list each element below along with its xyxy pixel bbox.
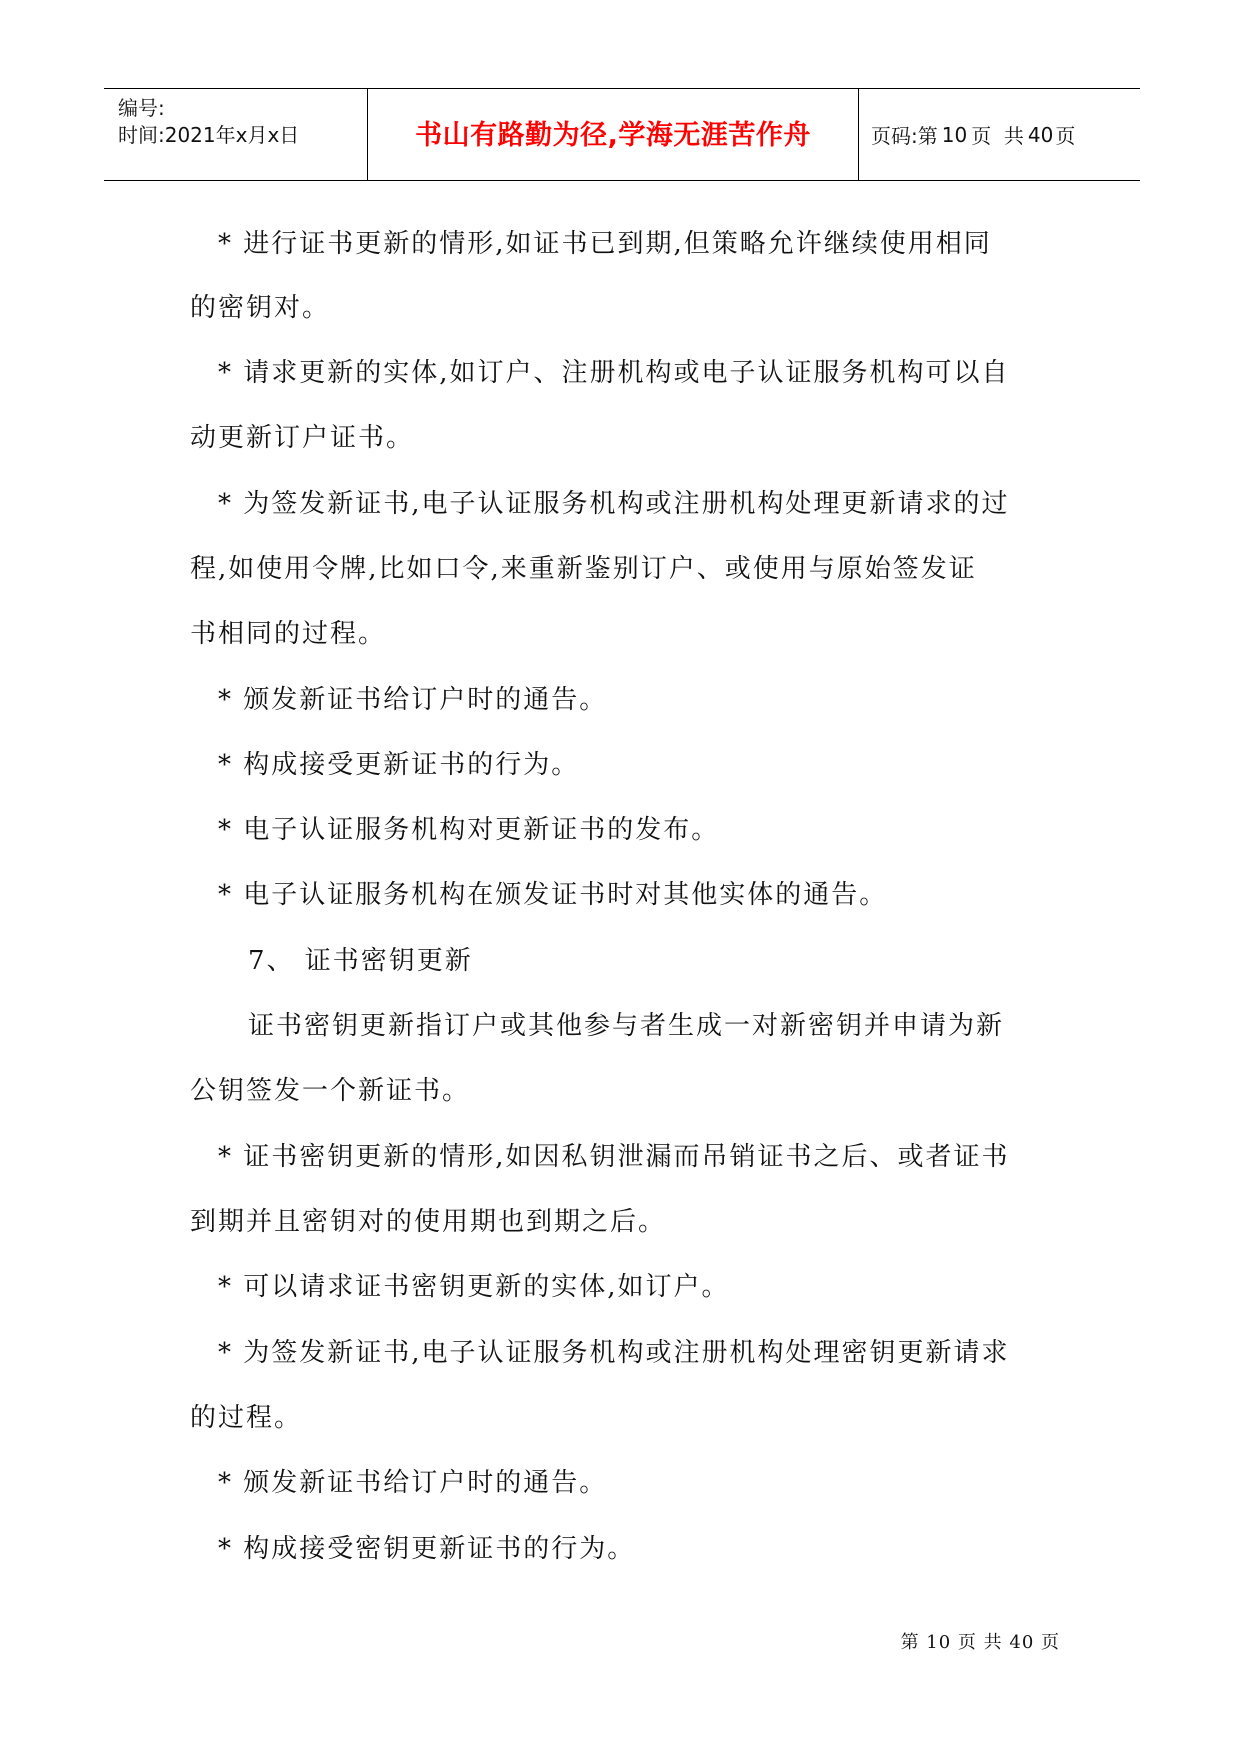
document-time-label: 时间:2021年x月x日 — [118, 123, 300, 147]
text-line: * 颁发新证书给订户时的通告。 — [218, 1468, 608, 1498]
text-line: * 电子认证服务机构对更新证书的发布。 — [218, 815, 720, 845]
header-motto: 书山有路勤为径,学海无涯苦作舟 — [415, 120, 811, 151]
page-footer — [0, 1628, 1060, 1654]
text-line: 证书密钥更新指订户或其他参与者生成一对新密钥并申请为新 — [248, 1011, 1005, 1041]
page-mid-label: 页 共 — [971, 124, 1024, 148]
text-line: * 请求更新的实体,如订户、注册机构或电子认证服务机构可以自 — [218, 358, 1010, 388]
text-line: 的密钥对。 — [190, 293, 331, 323]
text-line: * 构成接受更新证书的行为。 — [218, 750, 580, 780]
text-line: * 可以请求证书密钥更新的实体,如订户。 — [218, 1272, 730, 1302]
text-line: 的过程。 — [190, 1403, 303, 1433]
page-label: 页码:第 — [871, 124, 938, 148]
text-line: 公钥签发一个新证书。 — [190, 1076, 471, 1106]
page-header-table — [104, 88, 1140, 181]
section-heading: 7、 证书密钥更新 — [248, 946, 473, 976]
page-current-number: 10 — [941, 122, 968, 147]
document-number-label: 编号: — [118, 96, 165, 120]
text-line: * 构成接受密钥更新证书的行为。 — [218, 1534, 636, 1564]
page-end-label: 页 — [1055, 124, 1076, 148]
header-page-cell — [859, 89, 1140, 180]
text-line: * 颁发新证书给订户时的通告。 — [218, 685, 608, 715]
text-line: 动更新订户证书。 — [190, 423, 415, 453]
page-total-number: 40 — [1027, 122, 1054, 147]
text-line: * 电子认证服务机构在颁发证书时对其他实体的通告。 — [218, 880, 888, 910]
text-line: * 为签发新证书,电子认证服务机构或注册机构处理更新请求的过 — [218, 489, 1010, 519]
footer-page-number: 第 10 页 共 40 页 — [900, 1632, 1060, 1653]
header-meta-cell — [104, 89, 368, 180]
text-line: * 证书密钥更新的情形,如因私钥泄漏而吊销证书之后、或者证书 — [218, 1142, 1010, 1172]
text-line: * 进行证书更新的情形,如证书已到期,但策略允许继续使用相同 — [218, 229, 992, 259]
text-line: 到期并且密钥对的使用期也到期之后。 — [190, 1207, 667, 1237]
text-line: 书相同的过程。 — [190, 619, 387, 649]
text-line: 程,如使用令牌,比如口令,来重新鉴别订户、或使用与原始签发证 — [190, 554, 977, 584]
text-line: * 为签发新证书,电子认证服务机构或注册机构处理密钥更新请求 — [218, 1338, 1010, 1368]
header-motto-cell — [368, 89, 859, 180]
